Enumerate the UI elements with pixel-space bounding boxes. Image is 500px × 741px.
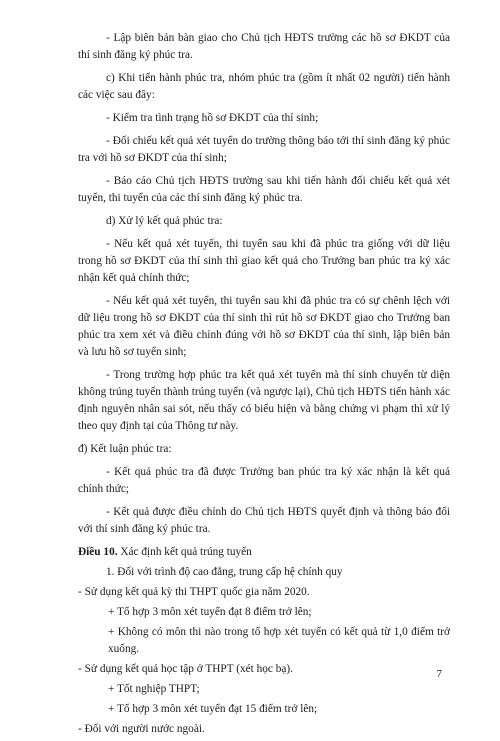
- paragraph-handover: - Lập biên bản bàn giao cho Chủ tịch HĐTS trường các hồ sơ ĐKDT của thí sinh đăng ký phúc tra.: [78, 32, 450, 61]
- paragraph-report: - Báo cáo Chủ tịch HĐTS trường sau khi tiến hành đối chiếu kết quả xét tuyển, thi tuyển của các thí sinh đăng ký phúc tra.: [78, 175, 450, 204]
- paragraph-dd-heading: đ) Kết luận phúc tra:: [78, 443, 172, 455]
- article-heading: [78, 544, 450, 561]
- paragraph-c-heading: c) Khi tiến hành phúc tra, nhóm phúc tra (gồm ít nhất 02 người) tiến hành các việc sau đây:: [78, 72, 450, 101]
- item-combo-15-points: + Tổ hợp 3 môn xét tuyển đạt 15 điểm trở lên;: [108, 703, 318, 715]
- section-1-heading: 1. Đối với trình độ cao đẳng, trung cấp hệ chính quy: [106, 566, 343, 578]
- paragraph-d-heading: d) Xử lý kết quả phúc tra:: [106, 215, 223, 227]
- paragraph-adjusted-result: - Kết quả được điều chỉnh do Chủ tịch HĐTS quyết định và thông báo đối với thí sinh đăng ký phúc tra.: [78, 506, 450, 535]
- item-foreigners: - Đối với người nước ngoài.: [78, 723, 205, 735]
- paragraph-compare: - Đối chiếu kết quả xét tuyển do trường thông báo tới thí sinh đăng ký phúc tra với hồ sơ ĐKDT của thí sinh;: [78, 135, 450, 164]
- item-combo-8-points: + Tổ hợp 3 môn xét tuyển đạt 8 điểm trở lên;: [108, 606, 312, 618]
- item-graduation: + Tốt nghiệp THPT;: [108, 683, 200, 695]
- page-number: 7: [436, 668, 442, 680]
- paragraph-same-result: - Nếu kết quả xét tuyển, thi tuyển sau khi đã phúc tra giống với dữ liệu trong hồ sơ ĐKDT của thí sinh thì giao kết quả cho Trưởng ban phúc tra ký xác nhận kết quả chính thức;: [78, 238, 450, 284]
- paragraph-status-change: - Trong trường hợp phúc tra kết quả xét tuyển mà thí sinh chuyển từ diện không trúng tuyển thành trúng tuyển (và ngược lại), Chủ tịch HĐTS tiến hành xác định nguyên nhân sai sót, nếu thấy có biểu hiện và bằng chứng vi phạm thì xử lý theo quy định tại của Thông tư này.: [78, 369, 450, 432]
- document-page: [78, 30, 450, 741]
- paragraph-official-result: - Kết quả phúc tra đã được Trưởng ban phúc tra ký xác nhận là kết quả chính thức;: [78, 466, 450, 495]
- item-no-subject-below: + Không có môn thi nào trong tổ hợp xét tuyển có kết quả từ 1,0 điểm trở xuống.: [108, 626, 450, 655]
- paragraph-different-result: - Nếu kết quả xét tuyển, thi tuyển sau khi đã phúc tra có sự chênh lệch với dữ liệu trong hồ sơ ĐKDT của thí sinh thì rút hồ sơ ĐKDT giao cho Trưởng ban phúc tra xem xét và điều chỉnh đúng với hồ sơ ĐKDT của thí sinh, lập biên bản và lưu hồ sơ tuyển sinh;: [78, 295, 450, 358]
- item-transcript: - Sử dụng kết quả học tập ở THPT (xét học bạ).: [78, 663, 293, 675]
- article-label: Điều 10.: [78, 546, 118, 558]
- paragraph-check-status: - Kiểm tra tình trạng hồ sơ ĐKDT của thí sinh;: [106, 112, 319, 124]
- article-title: Xác định kết quả trúng tuyển: [117, 546, 252, 558]
- item-exam-results: - Sử dụng kết quả kỳ thi THPT quốc gia năm 2020.: [78, 586, 310, 598]
